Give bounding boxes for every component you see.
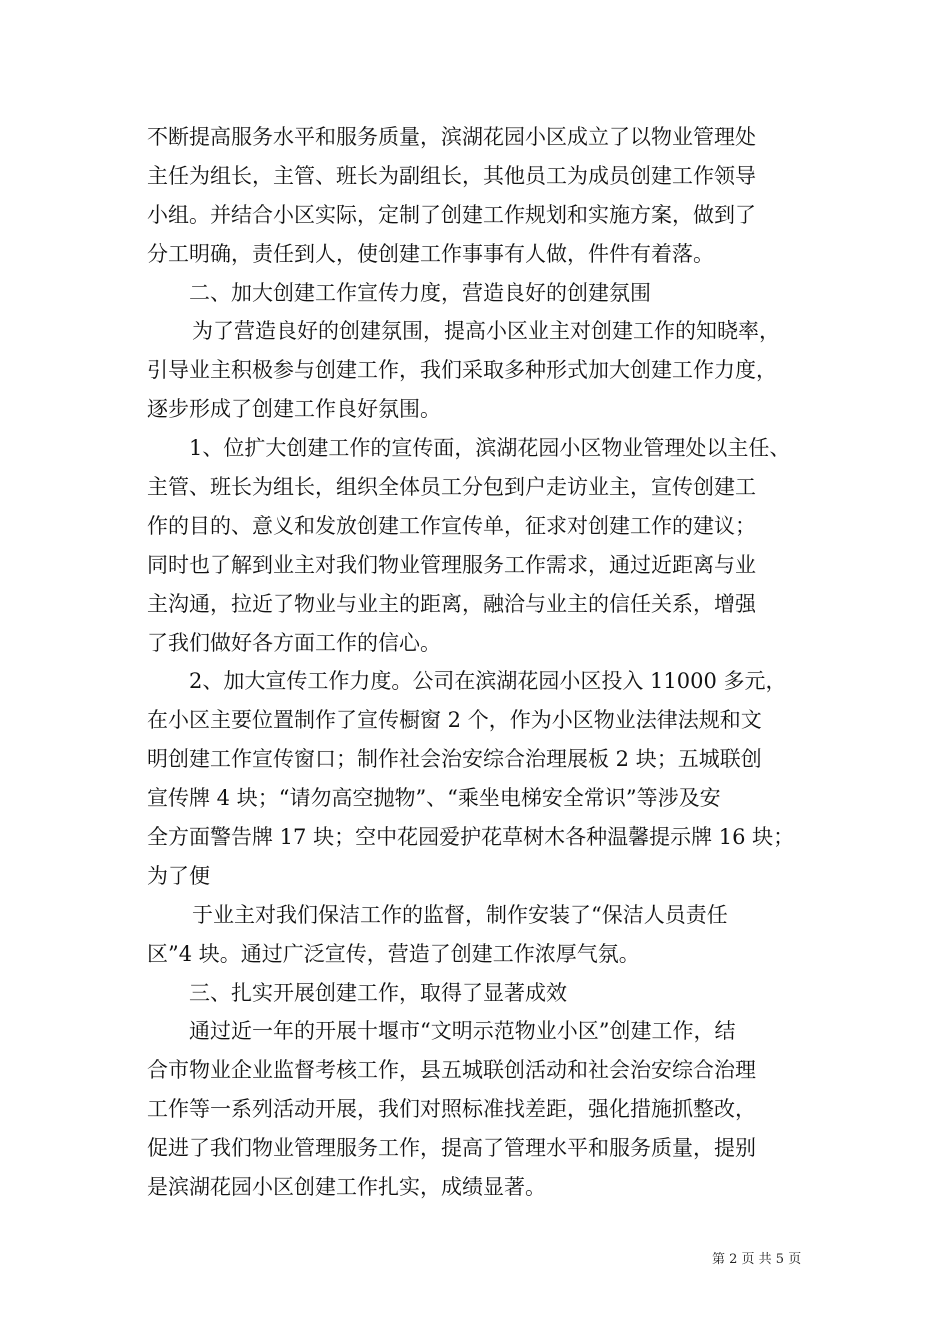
- page-number: 第 2 页 共 5 页: [712, 1252, 802, 1267]
- body-line: 工作等一系列活动开展，我们对照标准找差距，强化措施抓整改，: [147, 1097, 756, 1122]
- body-line: 是滨湖花园小区创建工作扎实，成绩显著。: [147, 1175, 546, 1200]
- body-line: 主管、班长为组长，组织全体员工分包到户走访业主，宣传创建工: [147, 475, 756, 500]
- body-line: 引导业主积极参与创建工作，我们采取多种形式加大创建工作力度，: [147, 358, 777, 383]
- section-heading: 二、加大创建工作宣传力度，营造良好的创建氛围: [189, 280, 651, 305]
- body-line: 为了营造良好的创建氛围，提高小区业主对创建工作的知晓率，: [192, 319, 780, 344]
- body-line: 合市物业企业监督考核工作，县五城联创活动和社会治安综合治理: [147, 1058, 756, 1083]
- body-line: 为了便: [147, 863, 210, 888]
- body-line: 小组。并结合小区实际，定制了创建工作规划和实施方案，做到了: [147, 202, 756, 227]
- body-line: 全方面警告牌 17 块；空中花园爱护花草树木各种温馨提示牌 16 块；: [147, 825, 795, 850]
- body-line: 促进了我们物业管理服务工作，提高了管理水平和服务质量，提别: [147, 1136, 756, 1161]
- body-line: 于业主对我们保洁工作的监督，制作安装了“保洁人员责任: [192, 902, 728, 927]
- body-line: 1、位扩大创建工作的宣传面，滨湖花园小区物业管理处以主任、: [189, 436, 791, 461]
- body-line: 同时也了解到业主对我们物业管理服务工作需求，通过近距离与业: [147, 552, 756, 577]
- body-line: 主任为组长，主管、班长为副组长，其他员工为成员创建工作领导: [147, 163, 756, 188]
- section-heading: 三、扎实开展创建工作，取得了显著成效: [189, 980, 567, 1005]
- body-line: 作的目的、意义和发放创建工作宣传单，征求对创建工作的建议；: [147, 513, 756, 538]
- body-line: 2、加大宣传工作力度。公司在滨湖花园小区投入 11000 多元，: [189, 669, 787, 694]
- body-line: 逐步形成了创建工作良好氛围。: [147, 397, 441, 422]
- document-body: [147, 118, 815, 1207]
- body-line: 分工明确，责任到人，使创建工作事事有人做，件件有着落。: [147, 241, 714, 266]
- body-line: 通过近一年的开展十堰市“文明示范物业小区”创建工作，结: [189, 1019, 736, 1044]
- body-line: 区”4 块。通过广泛宣传，营造了创建工作浓厚气氛。: [147, 941, 640, 966]
- body-line: 在小区主要位置制作了宣传橱窗 2 个，作为小区物业法律法规和文: [147, 708, 762, 733]
- body-line: 宣传牌 4 块；“请勿高空抛物”、“乘坐电梯安全常识”等涉及安: [147, 786, 721, 811]
- body-line: 明创建工作宣传窗口；制作社会治安综合治理展板 2 块；五城联创: [147, 747, 762, 772]
- body-line: 了我们做好各方面工作的信心。: [147, 630, 441, 655]
- body-line: 主沟通，拉近了物业与业主的距离，融洽与业主的信任关系，增强: [147, 591, 756, 616]
- body-line: 不断提高服务水平和服务质量，滨湖花园小区成立了以物业管理处: [147, 125, 756, 149]
